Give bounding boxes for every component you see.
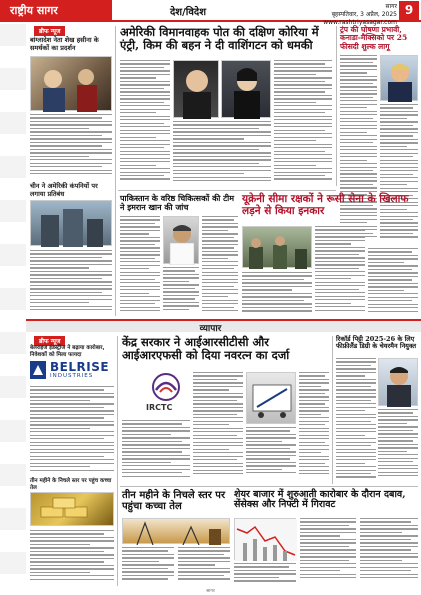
left-story2-body (30, 250, 112, 316)
top-story-body-col2 (173, 121, 271, 188)
website-url[interactable]: www.rashtriyasagar.com (323, 19, 397, 26)
issue-date: बृहस्पतिवार, 3 अप्रैल, 2025 (331, 11, 397, 18)
column-divider (117, 336, 118, 586)
market-chart-photo (234, 518, 296, 560)
market-story-headline: शेयर बाजार में शुरुआती कारोबार के दौरान दबाव, सेंसेक्स और निफ्टी में गिरावट (234, 489, 406, 511)
portrait-icon (381, 56, 419, 102)
crowd-photo-icon (31, 57, 113, 112)
portrait-icon (222, 61, 272, 119)
irctc-story-body-col3 (246, 427, 296, 482)
market-story-body-col2 (300, 518, 356, 585)
business-left-story1-body (30, 386, 114, 476)
market-story-body-col3 (360, 518, 418, 585)
gold-photo (30, 492, 114, 526)
left-story1-headline: बांग्लादेश नेता शेख हसीना के समर्थकों का प्रदर्शन (30, 36, 99, 53)
column-divider (332, 336, 333, 484)
belrise-logo-name: BELRISE (50, 360, 110, 374)
oil-photo (122, 518, 230, 544)
city-name: सागर (385, 3, 397, 10)
oil-story-body-col2 (178, 547, 230, 585)
left-story1-photo (30, 56, 112, 111)
irfc-photo (246, 372, 296, 424)
irctc-story-body-col4 (299, 372, 329, 482)
right-business-body-col2 (378, 409, 418, 484)
imran-khan-photo (163, 216, 199, 264)
top-story-body-col1 (120, 60, 170, 188)
irctc-story-headline: केंद्र सरकार ने आईआरसीटीसी और आईआरएफसी को दिया नवरत्न का दर्जा (122, 335, 290, 362)
page-number: 9 (399, 1, 419, 20)
business-left-story1-headline: बेलराइज इंडस्ट्रीज ने बढ़ाया कारोबार, निवेशकों को मिला फायदा (30, 345, 105, 358)
stock-graph-icon (235, 519, 297, 561)
soldiers-photo-icon (243, 227, 313, 269)
ukraine-story-body-col2 (315, 226, 365, 316)
portrait-icon (379, 359, 419, 407)
trump-photo (380, 55, 418, 101)
newspaper-title: राष्ट्रीय सागर (0, 0, 112, 22)
kim-photo (173, 60, 219, 118)
railway-photo-icon (247, 373, 297, 425)
chairman-photo (378, 358, 418, 406)
market-story-body-col1 (234, 563, 296, 585)
pak-story-headline: पाकिस्तान के वरिष्ठ चिकित्सकों की टीम ने इमरान खान की जांच (120, 193, 234, 212)
belrise-logo (28, 358, 114, 382)
ukraine-story-headline: यूक्रेनी सीमा रक्षकों ने रूसी सेना के खिलाफ लड़ने से किया इनकार (242, 193, 409, 217)
belrise-logo-icon (28, 359, 48, 381)
oil-story-body-col1 (122, 547, 174, 585)
left-story2-headline: चीन ने अमेरिकी कंपनियों पर लगाया प्रतिबंध (30, 182, 98, 199)
column-divider (115, 26, 116, 316)
top-story-headline: अमेरिकी विमानवाहक पोत की दक्षिण कोरिया में एंट्री, किम की बहन ने दी वाशिंगटन को धमकी (120, 25, 319, 52)
right-business-headline: रिकॉर्ड पिट्टी 2025-26 के लिए फीफ्रीलैंड डिग्री के चेयरमैन नियुक्त (336, 335, 417, 351)
irctc-story-body-col2 (193, 372, 243, 482)
belrise-logo-sub: INDUSTRIES (50, 373, 94, 379)
oil-rig-icon (123, 519, 231, 545)
portrait-icon (164, 217, 200, 265)
story-divider (120, 486, 418, 487)
pak-story-body-col1 (120, 216, 160, 316)
story-divider (118, 190, 336, 191)
right-story-headline: ट्रंप की घोषणा प्रभावी, कनाडा-मैक्सिको पर 25 फीसदी शुल्क लागू (340, 25, 408, 51)
ukraine-border-photo (242, 226, 312, 268)
pak-story-body-col2 (163, 267, 199, 316)
irctc-logo (142, 372, 190, 416)
masthead-meta (323, 3, 397, 27)
brief-news-tag: ब्रीफ न्यूज (34, 26, 65, 36)
business-section-title: व्यापार (199, 324, 222, 334)
business-brief-tag: ब्रीफ न्यूज (34, 336, 65, 346)
left-story2-photo (30, 200, 112, 246)
column-divider (336, 26, 337, 186)
ukraine-story-body-col3 (368, 248, 418, 316)
top-story-body-col3 (274, 60, 332, 188)
pak-story-body-col3 (202, 216, 238, 316)
irctc-logo-text: IRCTC (146, 403, 173, 412)
irctc-logo-icon (142, 372, 190, 402)
masthead (0, 0, 421, 26)
oil-story-headline: तीन महीने के निचले स्तर पर पहुंचा कच्चा तेल (122, 490, 226, 512)
ukraine-story-body-col1 (242, 272, 312, 316)
kim-sister-photo (221, 60, 271, 118)
left-story1-body (30, 114, 112, 180)
business-left-story2-headline: तीन महीने के निचले स्तर पर पहुंच कच्चा तेल (30, 478, 112, 491)
portrait-icon (174, 61, 220, 119)
section-title: देश/विदेश (170, 7, 207, 18)
gold-bars-icon (31, 493, 115, 527)
right-story-body-col2 (380, 104, 418, 245)
left-margin (0, 24, 26, 588)
irctc-story-body-col1 (122, 420, 190, 482)
building-photo-icon (31, 201, 113, 247)
business-left-story2-body (30, 530, 114, 585)
page-footer: सागर (206, 589, 215, 594)
right-business-body-col1 (336, 358, 376, 484)
